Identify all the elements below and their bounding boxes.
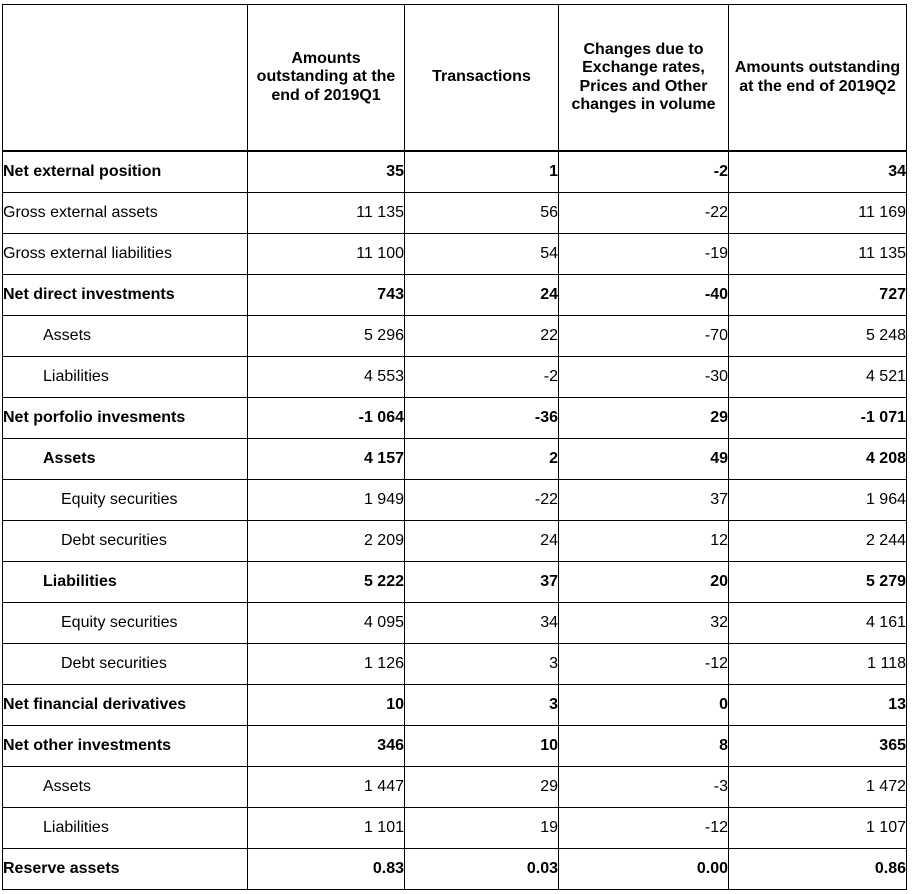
table-row [3, 685, 907, 726]
row-label: Debt securities [3, 644, 248, 685]
row-label: Debt securities [3, 521, 248, 562]
table-row [3, 767, 907, 808]
value-outstanding-2019q1: 4 157 [248, 439, 405, 480]
header-other-changes: Changes due to Exchange rates, Prices and Other changes in volume [559, 5, 729, 152]
value-outstanding-2019q1: 1 101 [248, 808, 405, 849]
value-other-changes: 12 [559, 521, 729, 562]
value-outstanding-2019q2: 2 244 [729, 521, 907, 562]
value-outstanding-2019q1: 5 222 [248, 562, 405, 603]
table-row [3, 521, 907, 562]
value-outstanding-2019q1: 1 447 [248, 767, 405, 808]
value-outstanding-2019q1: 743 [248, 275, 405, 316]
row-label: Assets [3, 316, 248, 357]
table-row [3, 480, 907, 521]
value-transactions: 1 [405, 151, 559, 193]
row-label: Liabilities [3, 808, 248, 849]
table-row [3, 808, 907, 849]
external-position-table [2, 4, 907, 890]
value-outstanding-2019q1: 11 135 [248, 193, 405, 234]
row-label: Net other investments [3, 726, 248, 767]
value-transactions: 3 [405, 685, 559, 726]
header-transactions: Transactions [405, 5, 559, 152]
table-row [3, 193, 907, 234]
table-row [3, 726, 907, 767]
value-other-changes: -12 [559, 808, 729, 849]
value-other-changes: -19 [559, 234, 729, 275]
value-other-changes: 8 [559, 726, 729, 767]
row-label: Liabilities [3, 562, 248, 603]
value-transactions: 24 [405, 275, 559, 316]
value-outstanding-2019q2: 4 521 [729, 357, 907, 398]
value-outstanding-2019q2: 11 169 [729, 193, 907, 234]
value-other-changes: 0.00 [559, 849, 729, 890]
value-outstanding-2019q2: 13 [729, 685, 907, 726]
value-transactions: 24 [405, 521, 559, 562]
value-outstanding-2019q1: 10 [248, 685, 405, 726]
header-label-column [3, 5, 248, 152]
value-outstanding-2019q2: 34 [729, 151, 907, 193]
value-transactions: -2 [405, 357, 559, 398]
row-label: Net porfolio invesments [3, 398, 248, 439]
value-other-changes: 20 [559, 562, 729, 603]
value-other-changes: -12 [559, 644, 729, 685]
row-label: Reserve assets [3, 849, 248, 890]
value-outstanding-2019q2: 5 248 [729, 316, 907, 357]
value-outstanding-2019q1: 1 949 [248, 480, 405, 521]
value-other-changes: 32 [559, 603, 729, 644]
value-outstanding-2019q1: 4 095 [248, 603, 405, 644]
table-row [3, 439, 907, 480]
value-transactions: 34 [405, 603, 559, 644]
table-body [3, 151, 907, 890]
value-transactions: -22 [405, 480, 559, 521]
value-transactions: 19 [405, 808, 559, 849]
value-other-changes: -22 [559, 193, 729, 234]
value-other-changes: -70 [559, 316, 729, 357]
value-outstanding-2019q2: 4 161 [729, 603, 907, 644]
value-transactions: 3 [405, 644, 559, 685]
value-other-changes: 37 [559, 480, 729, 521]
row-label: Equity securities [3, 480, 248, 521]
value-outstanding-2019q2: 11 135 [729, 234, 907, 275]
row-label: Assets [3, 439, 248, 480]
row-label: Gross external liabilities [3, 234, 248, 275]
value-outstanding-2019q1: 35 [248, 151, 405, 193]
table-row [3, 316, 907, 357]
table-row [3, 275, 907, 316]
value-outstanding-2019q2: 0.86 [729, 849, 907, 890]
value-outstanding-2019q2: 727 [729, 275, 907, 316]
value-transactions: -36 [405, 398, 559, 439]
row-label: Net direct investments [3, 275, 248, 316]
value-other-changes: 0 [559, 685, 729, 726]
value-outstanding-2019q1: 5 296 [248, 316, 405, 357]
table-row [3, 644, 907, 685]
row-label: Equity securities [3, 603, 248, 644]
table-row [3, 398, 907, 439]
value-other-changes: -30 [559, 357, 729, 398]
value-other-changes: 49 [559, 439, 729, 480]
row-label: Gross external assets [3, 193, 248, 234]
table-row [3, 603, 907, 644]
value-transactions: 29 [405, 767, 559, 808]
table-row [3, 357, 907, 398]
value-transactions: 0.03 [405, 849, 559, 890]
value-outstanding-2019q1: 346 [248, 726, 405, 767]
table-row [3, 151, 907, 193]
header-outstanding-2019q1: Amounts outstanding at the end of 2019Q1 [248, 5, 405, 152]
value-outstanding-2019q1: 0.83 [248, 849, 405, 890]
value-transactions: 37 [405, 562, 559, 603]
value-other-changes: -3 [559, 767, 729, 808]
row-label: Net financial derivatives [3, 685, 248, 726]
value-transactions: 2 [405, 439, 559, 480]
value-outstanding-2019q1: 2 209 [248, 521, 405, 562]
row-label: Assets [3, 767, 248, 808]
value-transactions: 10 [405, 726, 559, 767]
value-outstanding-2019q1: 4 553 [248, 357, 405, 398]
value-other-changes: -40 [559, 275, 729, 316]
value-outstanding-2019q2: 1 118 [729, 644, 907, 685]
value-transactions: 54 [405, 234, 559, 275]
value-other-changes: 29 [559, 398, 729, 439]
table-row [3, 849, 907, 890]
value-outstanding-2019q2: 1 472 [729, 767, 907, 808]
value-outstanding-2019q1: 1 126 [248, 644, 405, 685]
header-outstanding-2019q2: Amounts outstanding at the end of 2019Q2 [729, 5, 907, 152]
value-outstanding-2019q2: 4 208 [729, 439, 907, 480]
value-outstanding-2019q2: 1 107 [729, 808, 907, 849]
table-row [3, 234, 907, 275]
value-outstanding-2019q1: -1 064 [248, 398, 405, 439]
value-outstanding-2019q2: 5 279 [729, 562, 907, 603]
row-label: Liabilities [3, 357, 248, 398]
value-transactions: 22 [405, 316, 559, 357]
value-outstanding-2019q2: -1 071 [729, 398, 907, 439]
value-outstanding-2019q2: 365 [729, 726, 907, 767]
value-transactions: 56 [405, 193, 559, 234]
value-outstanding-2019q1: 11 100 [248, 234, 405, 275]
header-row [3, 5, 907, 152]
row-label: Net external position [3, 151, 248, 193]
value-outstanding-2019q2: 1 964 [729, 480, 907, 521]
table-row [3, 562, 907, 603]
value-other-changes: -2 [559, 151, 729, 193]
